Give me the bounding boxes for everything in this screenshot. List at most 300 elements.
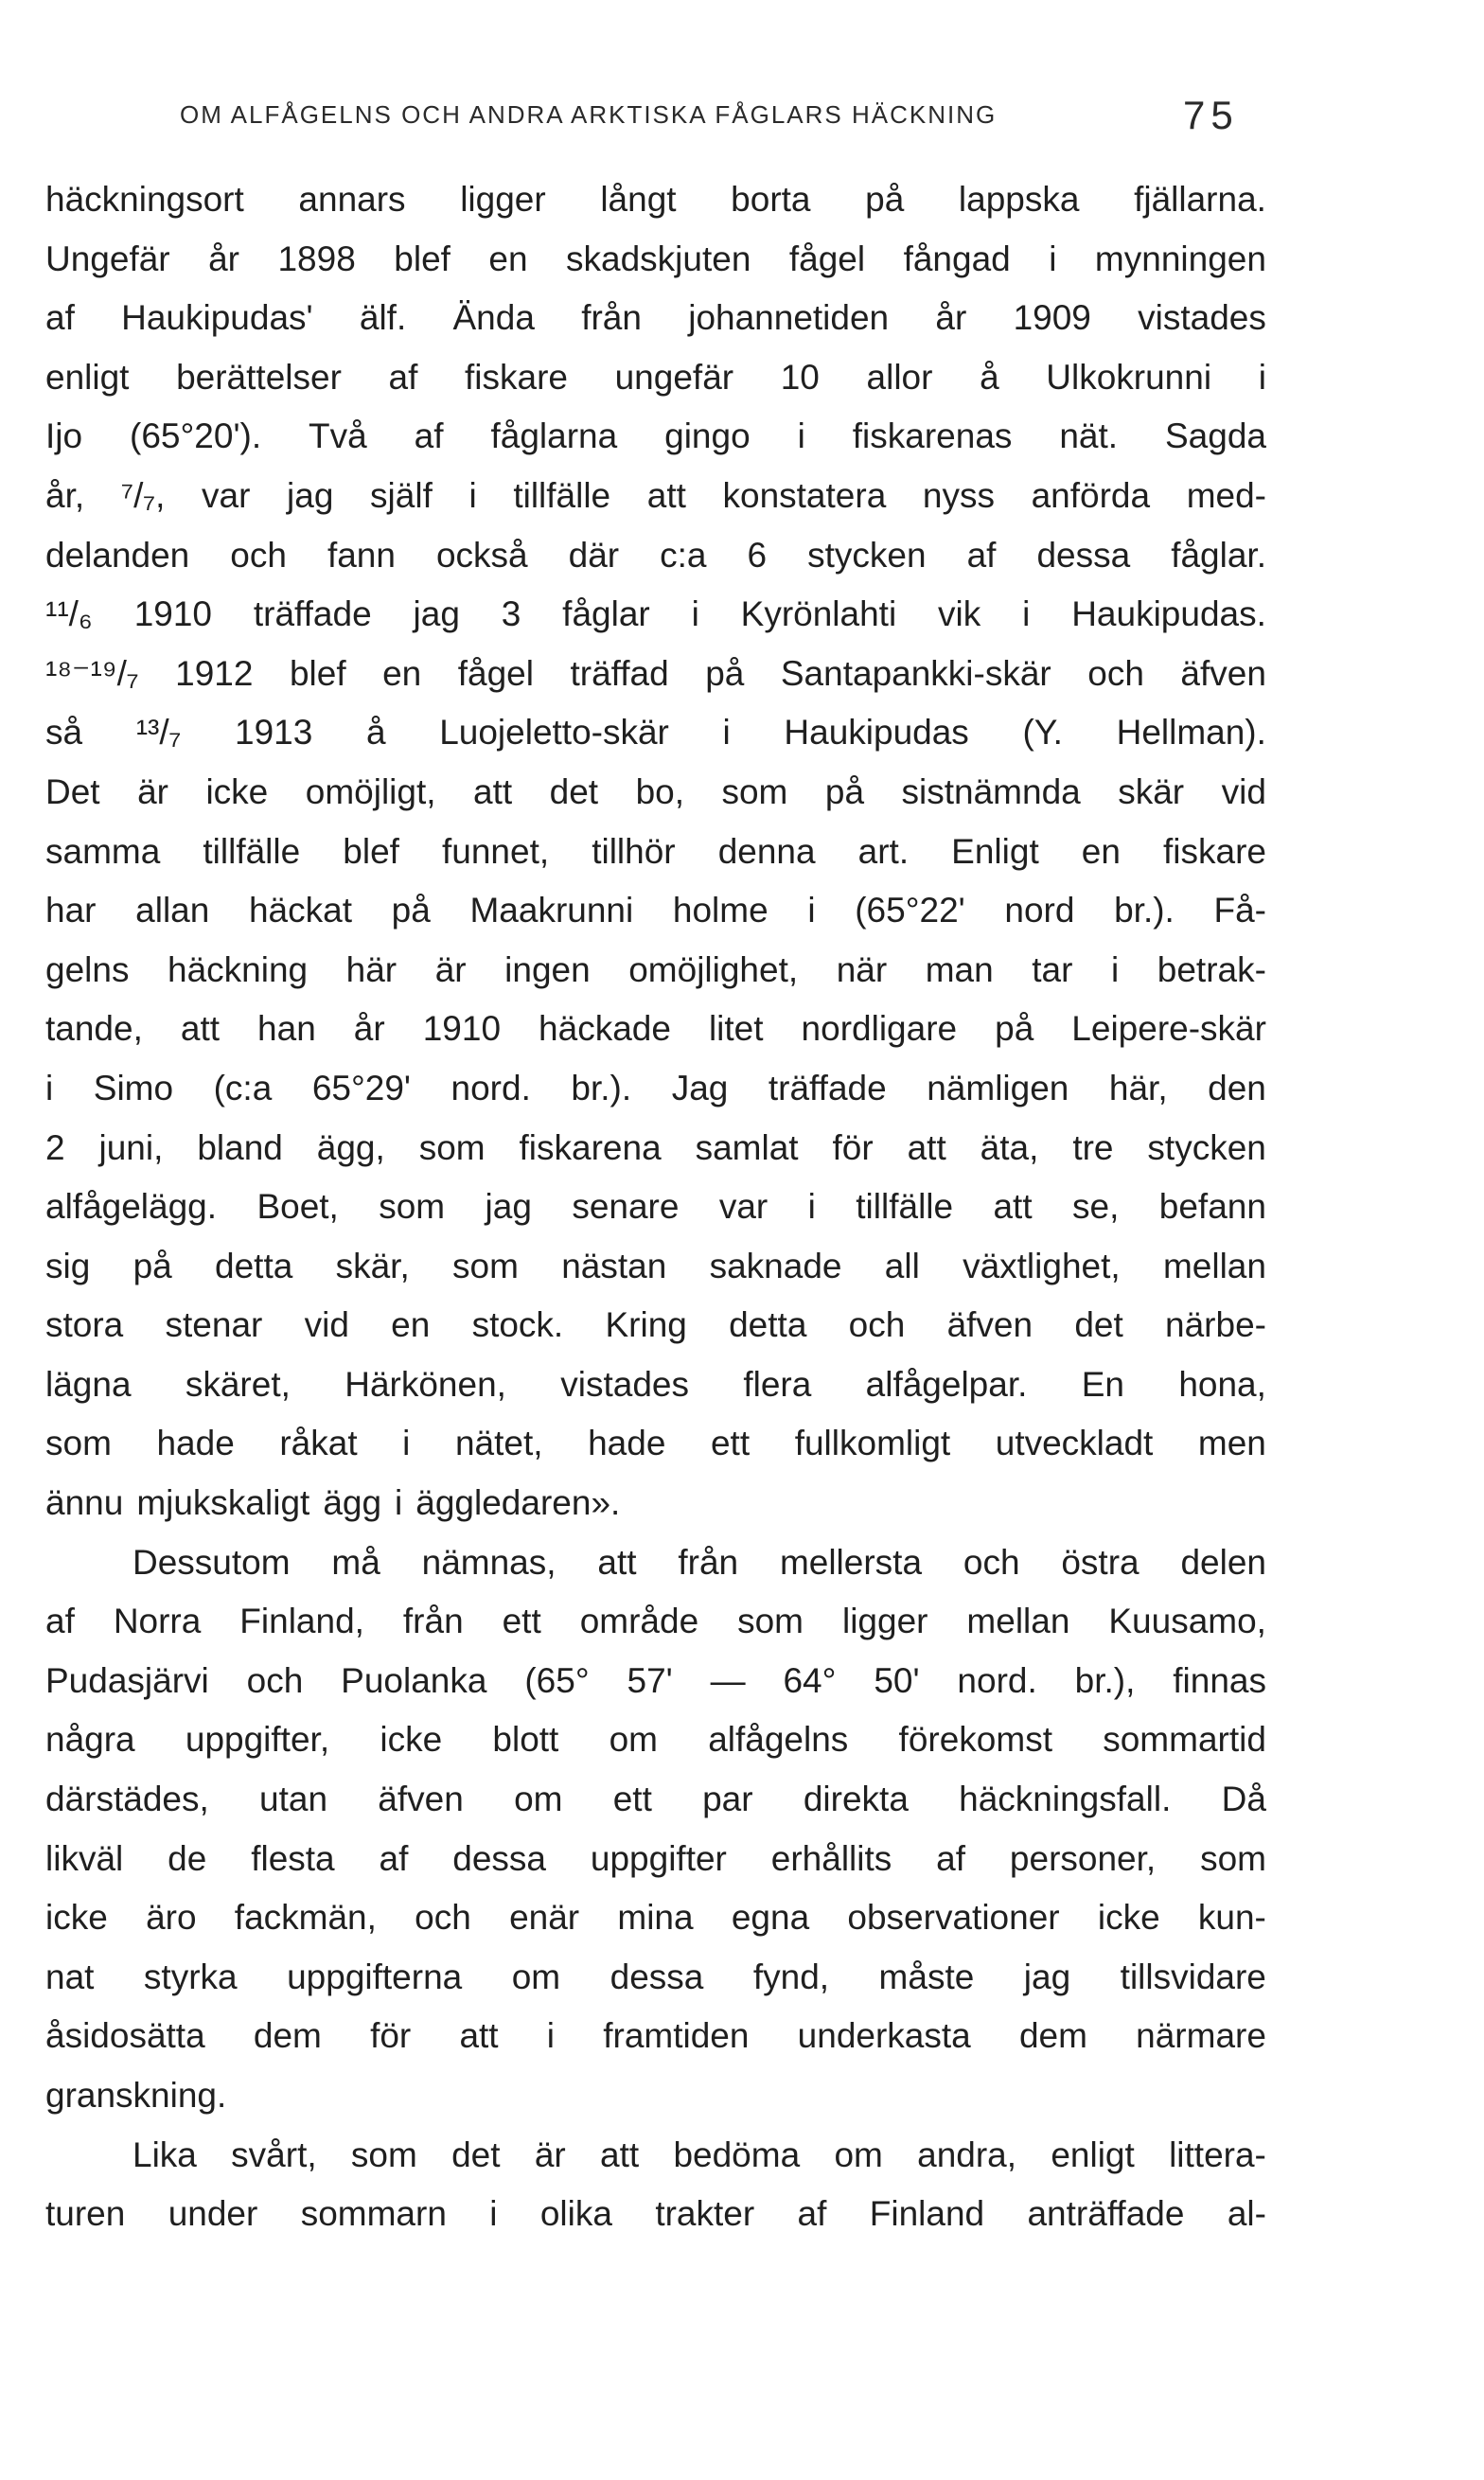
word: alfågelns xyxy=(708,1720,849,1760)
text-line xyxy=(45,2185,1266,2244)
word: själf xyxy=(370,475,433,515)
word: närbe- xyxy=(1165,1305,1266,1345)
word: omöjlighet, xyxy=(628,949,799,989)
word: i xyxy=(402,1424,411,1463)
text-line xyxy=(45,1296,1266,1355)
word: tillfälle xyxy=(856,1187,954,1227)
word: äfven xyxy=(946,1305,1034,1345)
word: vid xyxy=(304,1305,349,1345)
text-line xyxy=(45,526,1266,586)
word: 64° xyxy=(783,1660,837,1700)
word: att xyxy=(459,2016,499,2056)
word: alfågelpar. xyxy=(865,1364,1028,1404)
word: att xyxy=(600,2135,640,2174)
word: 10 xyxy=(780,357,820,397)
word: den xyxy=(1208,1068,1266,1107)
word: äta, xyxy=(980,1127,1039,1167)
word: gingo xyxy=(664,416,751,456)
word: br.). xyxy=(571,1068,632,1107)
word: turen xyxy=(45,2194,126,2234)
word: Ungefär xyxy=(45,239,170,278)
word: 65°29' xyxy=(311,1068,411,1107)
word: betrak- xyxy=(1157,949,1266,989)
word: denna xyxy=(717,831,816,871)
word: stycken xyxy=(807,535,927,575)
word: häckade xyxy=(539,1009,671,1049)
word: gelns xyxy=(45,949,130,989)
word: skadskjuten xyxy=(566,239,751,278)
word: fullkomligt xyxy=(794,1424,951,1463)
text-line xyxy=(45,1059,1266,1119)
word: anförda xyxy=(1031,475,1151,515)
word: detta xyxy=(729,1305,807,1345)
word: häckning xyxy=(168,949,309,989)
word: Simo xyxy=(93,1068,174,1107)
word: Lika xyxy=(132,2135,197,2174)
word: fåglarna xyxy=(490,416,618,456)
word: område xyxy=(579,1602,699,1641)
word: ⁷/₇, xyxy=(120,475,166,515)
word: år xyxy=(935,298,967,338)
text-line xyxy=(45,1888,1266,1948)
word: all xyxy=(884,1246,920,1285)
word: tande, xyxy=(45,1009,143,1049)
word: juni, xyxy=(98,1127,164,1167)
word: träffade xyxy=(253,594,372,634)
word: (65°22' xyxy=(855,891,965,930)
text-line xyxy=(45,881,1266,941)
word: det xyxy=(451,2135,501,2174)
text-line xyxy=(45,1178,1266,1237)
word: äro xyxy=(146,1898,197,1938)
word: vistades xyxy=(560,1364,690,1404)
word: dessa xyxy=(1036,535,1131,575)
word: nät. xyxy=(1059,416,1119,456)
word: mjukskaligt xyxy=(136,1483,310,1523)
word: äfven xyxy=(378,1780,464,1819)
word: på xyxy=(132,1246,172,1285)
word: och xyxy=(230,535,287,575)
word: häckningsfall. xyxy=(959,1780,1172,1819)
word: Få- xyxy=(1213,891,1266,930)
word: Maakrunni xyxy=(469,891,634,930)
word: delen xyxy=(1180,1542,1266,1582)
text-line xyxy=(45,1237,1266,1297)
word: på xyxy=(865,180,905,219)
word: som xyxy=(45,1424,112,1463)
text-line xyxy=(45,2126,1266,2186)
word: tillhör xyxy=(592,831,676,871)
word: Hellman). xyxy=(1116,713,1266,753)
word: (Y. xyxy=(1022,713,1063,753)
word: enligt xyxy=(45,357,130,397)
text-line xyxy=(45,2007,1266,2066)
word: i xyxy=(797,416,805,456)
word: nästan xyxy=(561,1246,667,1285)
word: om xyxy=(511,1957,561,1996)
word: En xyxy=(1081,1364,1124,1404)
text-line xyxy=(45,1592,1266,1652)
word: långt xyxy=(600,180,677,219)
word: i xyxy=(468,475,477,515)
word: allor xyxy=(866,357,933,397)
word: Enligt xyxy=(951,831,1039,871)
word: funnet, xyxy=(441,831,550,871)
word: se, xyxy=(1072,1187,1120,1227)
word: senare xyxy=(572,1187,680,1227)
word: flesta xyxy=(251,1838,335,1878)
word: bedöma xyxy=(673,2135,801,2174)
word: Puolanka xyxy=(341,1660,487,1700)
word: tillsvidare xyxy=(1120,1957,1266,1996)
word: råkat xyxy=(279,1424,358,1463)
text-line xyxy=(45,2066,1266,2126)
word: af xyxy=(414,416,444,456)
text-line xyxy=(45,1414,1266,1474)
word: dem xyxy=(253,2016,322,2056)
text-line xyxy=(45,1533,1266,1593)
body-text xyxy=(45,170,1266,2244)
text-line xyxy=(45,1652,1266,1711)
word: tre xyxy=(1072,1127,1114,1167)
word: också xyxy=(435,535,528,575)
word: konstatera xyxy=(722,475,887,515)
word: jag xyxy=(287,475,334,515)
word: i xyxy=(722,713,731,753)
word: granskning. xyxy=(45,2076,227,2115)
word: utveckladt xyxy=(995,1424,1154,1463)
word: närmare xyxy=(1136,2016,1266,2056)
word: stycken xyxy=(1147,1127,1266,1167)
word: berättelser xyxy=(176,357,342,397)
word: en xyxy=(488,239,528,278)
word: erhållits xyxy=(770,1838,892,1878)
word: Kyrönlahti xyxy=(740,594,897,634)
word: sommarn xyxy=(300,2194,447,2234)
word: stora xyxy=(45,1305,124,1345)
word: litet xyxy=(708,1009,764,1049)
word: skär xyxy=(1118,771,1185,811)
word: och xyxy=(246,1660,304,1700)
word: olika xyxy=(539,2194,612,2234)
word: littera- xyxy=(1169,2135,1266,2174)
text-line xyxy=(45,348,1266,408)
word: Luojeletto-skär xyxy=(439,713,669,753)
word: mellersta xyxy=(779,1542,923,1582)
word: i xyxy=(807,891,816,930)
word: jag xyxy=(1023,1957,1071,1996)
word: flera xyxy=(743,1364,812,1404)
word: Finland, xyxy=(239,1602,364,1641)
word: ägg, xyxy=(316,1127,385,1167)
word: fiskare xyxy=(465,357,568,397)
word: par xyxy=(702,1780,753,1819)
word: fann xyxy=(327,535,396,575)
word: nyss xyxy=(922,475,995,515)
word: från xyxy=(402,1602,464,1641)
word: i xyxy=(691,594,699,634)
word: underkasta xyxy=(797,2016,971,2056)
word: och xyxy=(848,1305,906,1345)
word: jag xyxy=(485,1187,532,1227)
word: hona, xyxy=(1178,1364,1266,1404)
word: 1913 xyxy=(235,713,313,753)
word: vistades xyxy=(1138,298,1266,338)
word: 6 xyxy=(747,535,768,575)
word: andra, xyxy=(917,2135,1017,2174)
word: i xyxy=(395,1483,403,1523)
word: Det xyxy=(45,771,100,811)
word: Jag xyxy=(671,1068,729,1107)
word: 1898 xyxy=(277,239,356,278)
word: framtiden xyxy=(603,2016,750,2056)
running-head xyxy=(0,87,1484,137)
word: af xyxy=(966,535,997,575)
text-line xyxy=(45,1948,1266,2008)
word: sommartid xyxy=(1103,1720,1266,1760)
word: lägna xyxy=(45,1364,132,1404)
word: icke xyxy=(205,771,269,811)
word: fåglar. xyxy=(1171,535,1266,575)
word: nämnas, xyxy=(421,1542,556,1582)
word: i xyxy=(807,1187,816,1227)
word: fiskarena xyxy=(519,1127,662,1167)
word: år, xyxy=(45,475,85,515)
word: här xyxy=(345,949,398,989)
word: att xyxy=(180,1009,221,1049)
word: dessa xyxy=(452,1838,546,1878)
word: af xyxy=(45,1602,75,1641)
word: fåglar xyxy=(562,594,650,634)
word: Finland xyxy=(869,2194,985,2234)
word: c:a xyxy=(660,535,707,575)
word: likväl xyxy=(45,1838,124,1878)
word: därstädes, xyxy=(45,1780,209,1819)
word: icke xyxy=(1097,1898,1160,1938)
word: i xyxy=(45,1068,54,1107)
word: ungefär xyxy=(614,357,734,397)
word: af xyxy=(936,1838,966,1878)
word: stenar xyxy=(165,1305,263,1345)
word: jag xyxy=(413,594,460,634)
word: mellan xyxy=(1162,1246,1266,1285)
word: som xyxy=(350,2135,417,2174)
word: (c:a xyxy=(213,1068,273,1107)
word: 1910 xyxy=(133,594,213,634)
word: och xyxy=(963,1542,1020,1582)
word: Pudasjärvi xyxy=(45,1660,209,1700)
text-line xyxy=(45,1710,1266,1770)
text-line xyxy=(45,1000,1266,1059)
word: är xyxy=(434,949,467,989)
word: ett xyxy=(710,1424,751,1463)
word: häckningsort xyxy=(45,180,244,219)
word: nord xyxy=(1004,891,1075,930)
word: Ända xyxy=(452,298,535,338)
word: äggledaren». xyxy=(415,1483,621,1523)
word: omöjligt, xyxy=(305,771,436,811)
word: fågel xyxy=(457,653,534,693)
word: al- xyxy=(1227,2194,1266,2234)
word: ¹⁸⁻¹⁹/₇ xyxy=(45,653,139,693)
word: mellan xyxy=(966,1602,1070,1641)
word: trakter xyxy=(655,2194,755,2234)
word: å xyxy=(980,357,999,397)
word: nordligare xyxy=(801,1009,958,1049)
word: blott xyxy=(492,1720,559,1760)
word: växtlighet, xyxy=(963,1246,1121,1285)
text-line xyxy=(45,585,1266,645)
word: i xyxy=(1258,357,1266,397)
word: östra xyxy=(1061,1542,1140,1582)
word: må xyxy=(331,1542,380,1582)
text-line xyxy=(45,1474,1266,1533)
word: detta xyxy=(215,1246,293,1285)
word: johannetiden xyxy=(688,298,890,338)
word: personer, xyxy=(1009,1838,1157,1878)
word: träffade xyxy=(768,1068,887,1107)
word: 1910 xyxy=(422,1009,502,1049)
word: med- xyxy=(1186,475,1266,515)
word: häckat xyxy=(248,891,352,930)
word: att xyxy=(473,771,513,811)
text-line xyxy=(45,703,1266,763)
text-line xyxy=(45,941,1266,1001)
word: Leipere-skär xyxy=(1071,1009,1266,1049)
word: har xyxy=(45,891,97,930)
word: Kuusamo, xyxy=(1108,1602,1266,1641)
word: fiskare xyxy=(1163,831,1266,871)
text-line xyxy=(45,1770,1266,1830)
text-line xyxy=(45,170,1266,230)
word: stock. xyxy=(471,1305,564,1345)
word: Kring xyxy=(605,1305,687,1345)
word: skär, xyxy=(335,1246,410,1285)
word: samlat xyxy=(695,1127,799,1167)
word: dem xyxy=(1018,2016,1087,2056)
word: på xyxy=(391,891,431,930)
word: icke xyxy=(45,1898,108,1938)
word: af xyxy=(45,298,75,338)
word: träffad xyxy=(570,653,669,693)
word: vid xyxy=(1221,771,1266,811)
word: ett xyxy=(612,1780,652,1819)
word: för xyxy=(832,1127,874,1167)
word: men xyxy=(1197,1424,1266,1463)
word: sig xyxy=(45,1246,91,1285)
word: hade xyxy=(156,1424,235,1463)
word: vik xyxy=(938,594,981,634)
running-title: OM ALFÅGELNS OCH ANDRA ARKTISKA FÅGLARS HÄCKNING xyxy=(180,100,998,129)
word: fiskarenas xyxy=(852,416,1013,456)
word: uppgifterna xyxy=(287,1957,463,1996)
word: nätet, xyxy=(454,1424,543,1463)
word: Ijo xyxy=(45,416,83,456)
word: en xyxy=(1081,831,1121,871)
word: svårt, xyxy=(231,2135,317,2174)
word: som xyxy=(452,1246,519,1285)
word: blef xyxy=(289,653,346,693)
text-line xyxy=(45,407,1266,467)
word: ligger xyxy=(841,1602,928,1641)
word: af xyxy=(388,357,418,397)
word: — xyxy=(710,1660,746,1700)
word: om xyxy=(609,1720,658,1760)
word: förekomst xyxy=(898,1720,1052,1760)
word: i xyxy=(1022,594,1031,634)
word: Haukipudas xyxy=(784,713,969,753)
word: å xyxy=(365,713,386,753)
word: på xyxy=(995,1009,1034,1049)
text-line xyxy=(45,467,1266,526)
word: som xyxy=(1200,1838,1266,1878)
word: här, xyxy=(1108,1068,1168,1107)
word: nämligen xyxy=(927,1068,1069,1107)
word: fjällarna. xyxy=(1134,180,1266,219)
word: 3 xyxy=(501,594,521,634)
word: br.), xyxy=(1074,1660,1136,1700)
word: när xyxy=(836,949,888,989)
word: att xyxy=(907,1127,946,1167)
text-line xyxy=(45,230,1266,290)
page-number: 75 xyxy=(1183,93,1239,137)
word: under xyxy=(168,2194,258,2234)
word: de xyxy=(168,1838,207,1878)
word: tillfälle xyxy=(203,831,301,871)
word: att xyxy=(993,1187,1033,1227)
word: 50' xyxy=(874,1660,920,1700)
text-line xyxy=(45,1355,1266,1415)
word: alfågelägg. xyxy=(45,1187,218,1227)
word: som xyxy=(379,1187,446,1227)
text-line xyxy=(45,823,1266,882)
word: i xyxy=(1111,949,1120,989)
word: från xyxy=(581,298,642,338)
word: delanden xyxy=(45,535,190,575)
word: af xyxy=(797,2194,827,2234)
word: några xyxy=(45,1720,135,1760)
word: år xyxy=(208,239,240,278)
word: af xyxy=(379,1838,409,1878)
word: saknade xyxy=(709,1246,842,1285)
word: mynningen xyxy=(1094,239,1266,278)
word: åsidosätta xyxy=(45,2016,205,2056)
word: br.). xyxy=(1114,891,1175,930)
word: och xyxy=(415,1898,471,1938)
word: Santapankki-skär xyxy=(780,653,1051,693)
word: befann xyxy=(1158,1187,1266,1227)
word: lappska xyxy=(958,180,1080,219)
word: i xyxy=(546,2016,556,2056)
word: (65°20'). xyxy=(130,416,262,456)
word: blef xyxy=(394,239,450,278)
word: år xyxy=(353,1009,385,1049)
word: hade xyxy=(588,1424,666,1463)
word: direkta xyxy=(803,1780,909,1819)
word: enär xyxy=(509,1898,580,1938)
word: uppgifter, xyxy=(185,1720,330,1760)
word: 1912 xyxy=(175,653,254,693)
word: skäret, xyxy=(185,1364,291,1404)
word: holme xyxy=(672,891,768,930)
word: från xyxy=(678,1542,739,1582)
word: nord. xyxy=(450,1068,531,1107)
word: nord. xyxy=(957,1660,1037,1700)
word: och xyxy=(1087,653,1144,693)
word: enligt xyxy=(1051,2135,1135,2174)
word: var xyxy=(718,1187,768,1227)
word: om xyxy=(834,2135,883,2174)
